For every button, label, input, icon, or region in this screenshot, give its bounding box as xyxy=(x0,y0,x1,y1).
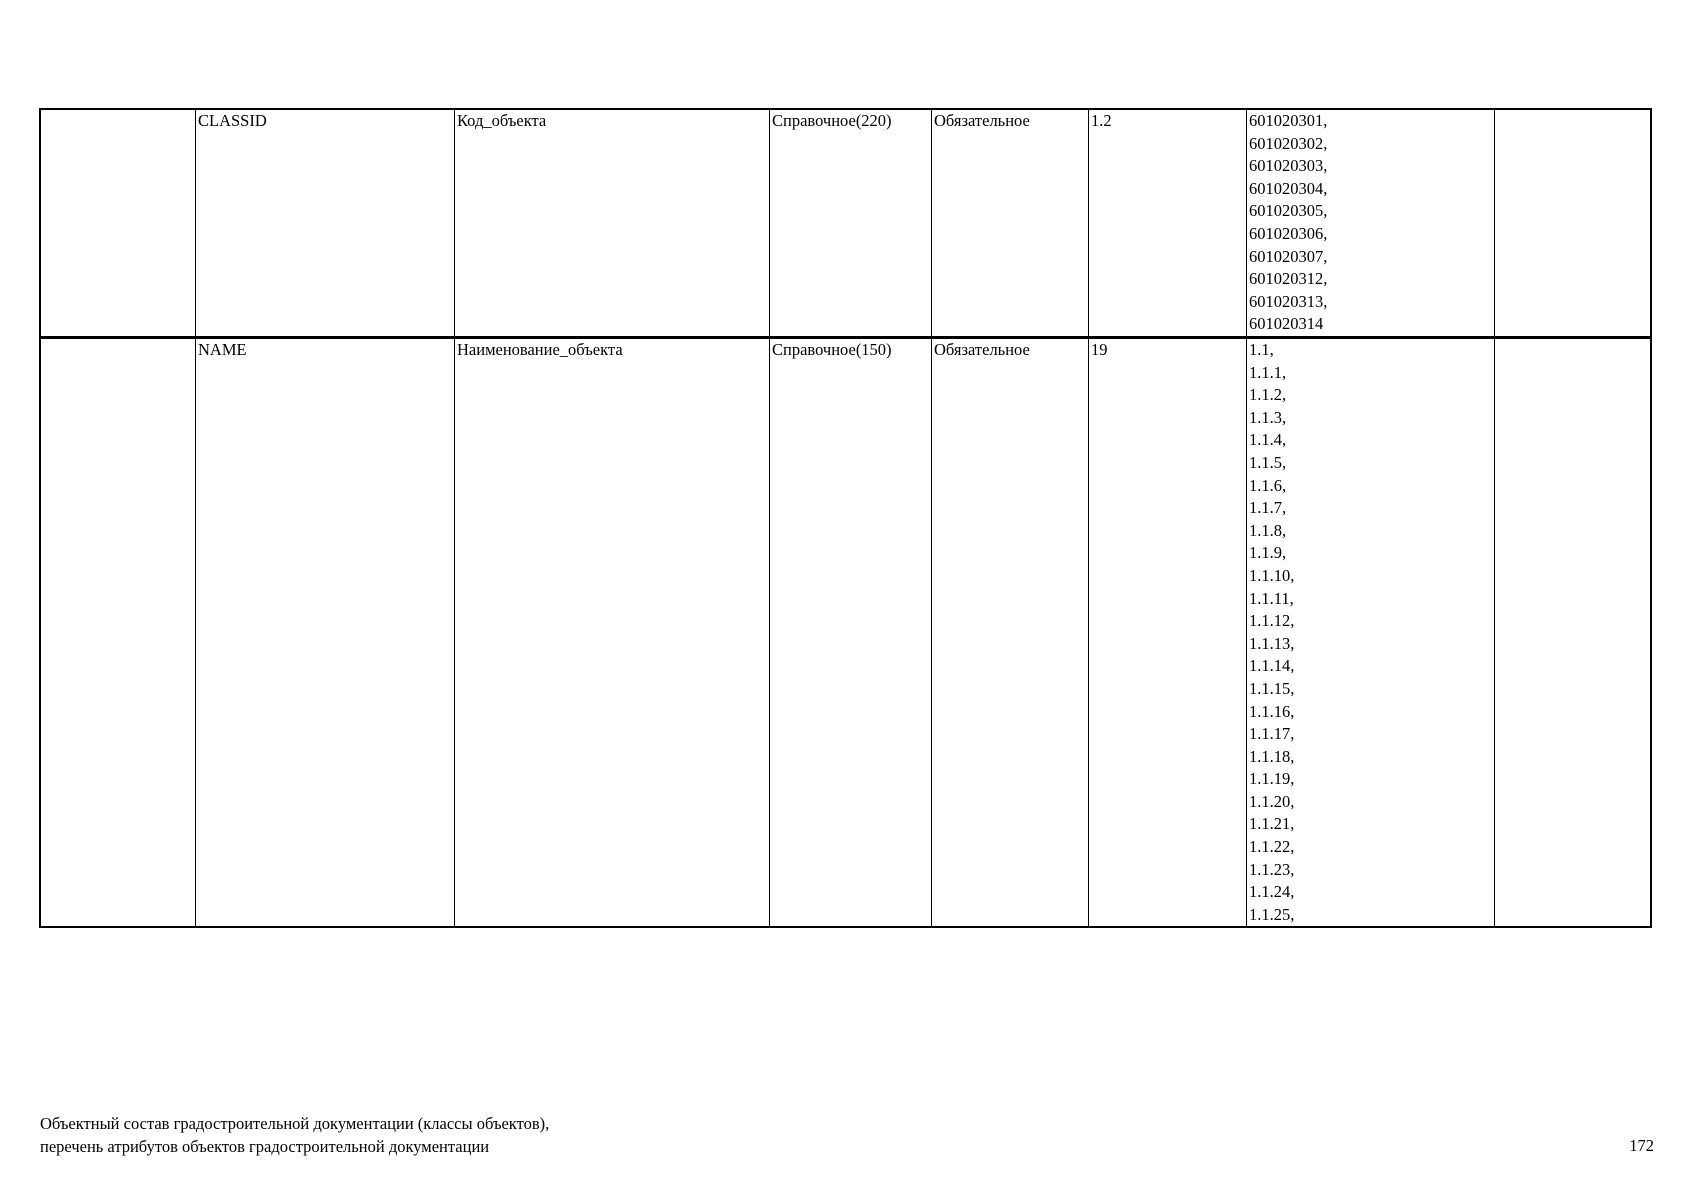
value-item: 601020313, xyxy=(1249,291,1328,311)
attribute-name-cell: Наименование_объекта xyxy=(455,338,770,927)
value-item: 601020301, xyxy=(1249,111,1328,130)
value-item: 1.1.3, xyxy=(1249,407,1287,427)
attribute-note-cell xyxy=(1495,110,1651,338)
attribute-values-cell xyxy=(1247,110,1495,338)
attribute-values-cell xyxy=(1247,338,1495,927)
value-item: 1.1.7, xyxy=(1249,498,1287,518)
value-item: 601020305, xyxy=(1249,201,1328,221)
value-item: 1.1.18, xyxy=(1249,746,1295,766)
value-item: 1.1.20, xyxy=(1249,791,1295,811)
attribute-code-cell: CLASSID xyxy=(196,110,455,338)
value-item: 1.1.17, xyxy=(1249,724,1295,744)
value-item: 1.1.10, xyxy=(1249,565,1295,585)
attribute-type-cell: Справочное(220) xyxy=(770,110,932,338)
value-item: 601020306, xyxy=(1249,223,1328,243)
value-item: 1.1.19, xyxy=(1249,769,1295,789)
attribute-requirement-cell: Обязательное xyxy=(932,110,1089,338)
attribute-requirement-cell: Обязательное xyxy=(932,338,1089,927)
value-item: 601020312, xyxy=(1249,269,1328,289)
footer-caption-line: перечень атрибутов объектов градостроительной документации xyxy=(40,1136,490,1156)
value-item: 1.1.6, xyxy=(1249,475,1287,495)
value-item: 1.1.9, xyxy=(1249,543,1287,563)
value-item: 1.1.11, xyxy=(1249,588,1294,608)
value-item: 1.1.2, xyxy=(1249,385,1287,405)
value-item: 601020307, xyxy=(1249,246,1328,266)
attributes-table xyxy=(40,109,1651,927)
value-item: 1.1.16, xyxy=(1249,701,1295,721)
value-item: 601020303, xyxy=(1249,156,1328,176)
attribute-name-cell: Код_объекта xyxy=(455,110,770,338)
value-item: 601020304, xyxy=(1249,178,1328,198)
attribute-section-cell: 1.2 xyxy=(1089,110,1247,338)
footer-caption-line: Объектный состав градостроительной документации (классы объектов), xyxy=(40,1114,550,1133)
table-cell-blank xyxy=(41,110,196,338)
table-row xyxy=(41,110,1651,338)
value-item: 1.1.21, xyxy=(1249,814,1295,834)
footer-caption xyxy=(40,1113,549,1158)
value-item: 1.1.5, xyxy=(1249,452,1287,472)
attribute-type-cell: Справочное(150) xyxy=(770,338,932,927)
value-item: 1.1.1, xyxy=(1249,362,1287,382)
table-row xyxy=(41,338,1651,927)
attribute-code-cell: NAME xyxy=(196,338,455,927)
value-item: 1.1.13, xyxy=(1249,633,1295,653)
value-item: 1.1.24, xyxy=(1249,882,1295,902)
value-item: 601020314 xyxy=(1249,314,1324,334)
value-item: 1.1.23, xyxy=(1249,859,1295,879)
page-number: 172 xyxy=(1629,1136,1654,1155)
value-item: 601020302, xyxy=(1249,133,1328,153)
value-item: 1.1.8, xyxy=(1249,520,1287,540)
value-item: 1.1.25, xyxy=(1249,904,1295,924)
attribute-note-cell xyxy=(1495,338,1651,927)
attribute-section-cell: 19 xyxy=(1089,338,1247,927)
value-item: 1.1.14, xyxy=(1249,656,1295,676)
value-item: 1.1.15, xyxy=(1249,678,1295,698)
value-item: 1.1, xyxy=(1249,340,1274,359)
value-item: 1.1.12, xyxy=(1249,611,1295,631)
value-item: 1.1.4, xyxy=(1249,430,1287,450)
value-item: 1.1.22, xyxy=(1249,837,1295,857)
table-cell-blank xyxy=(41,338,196,927)
